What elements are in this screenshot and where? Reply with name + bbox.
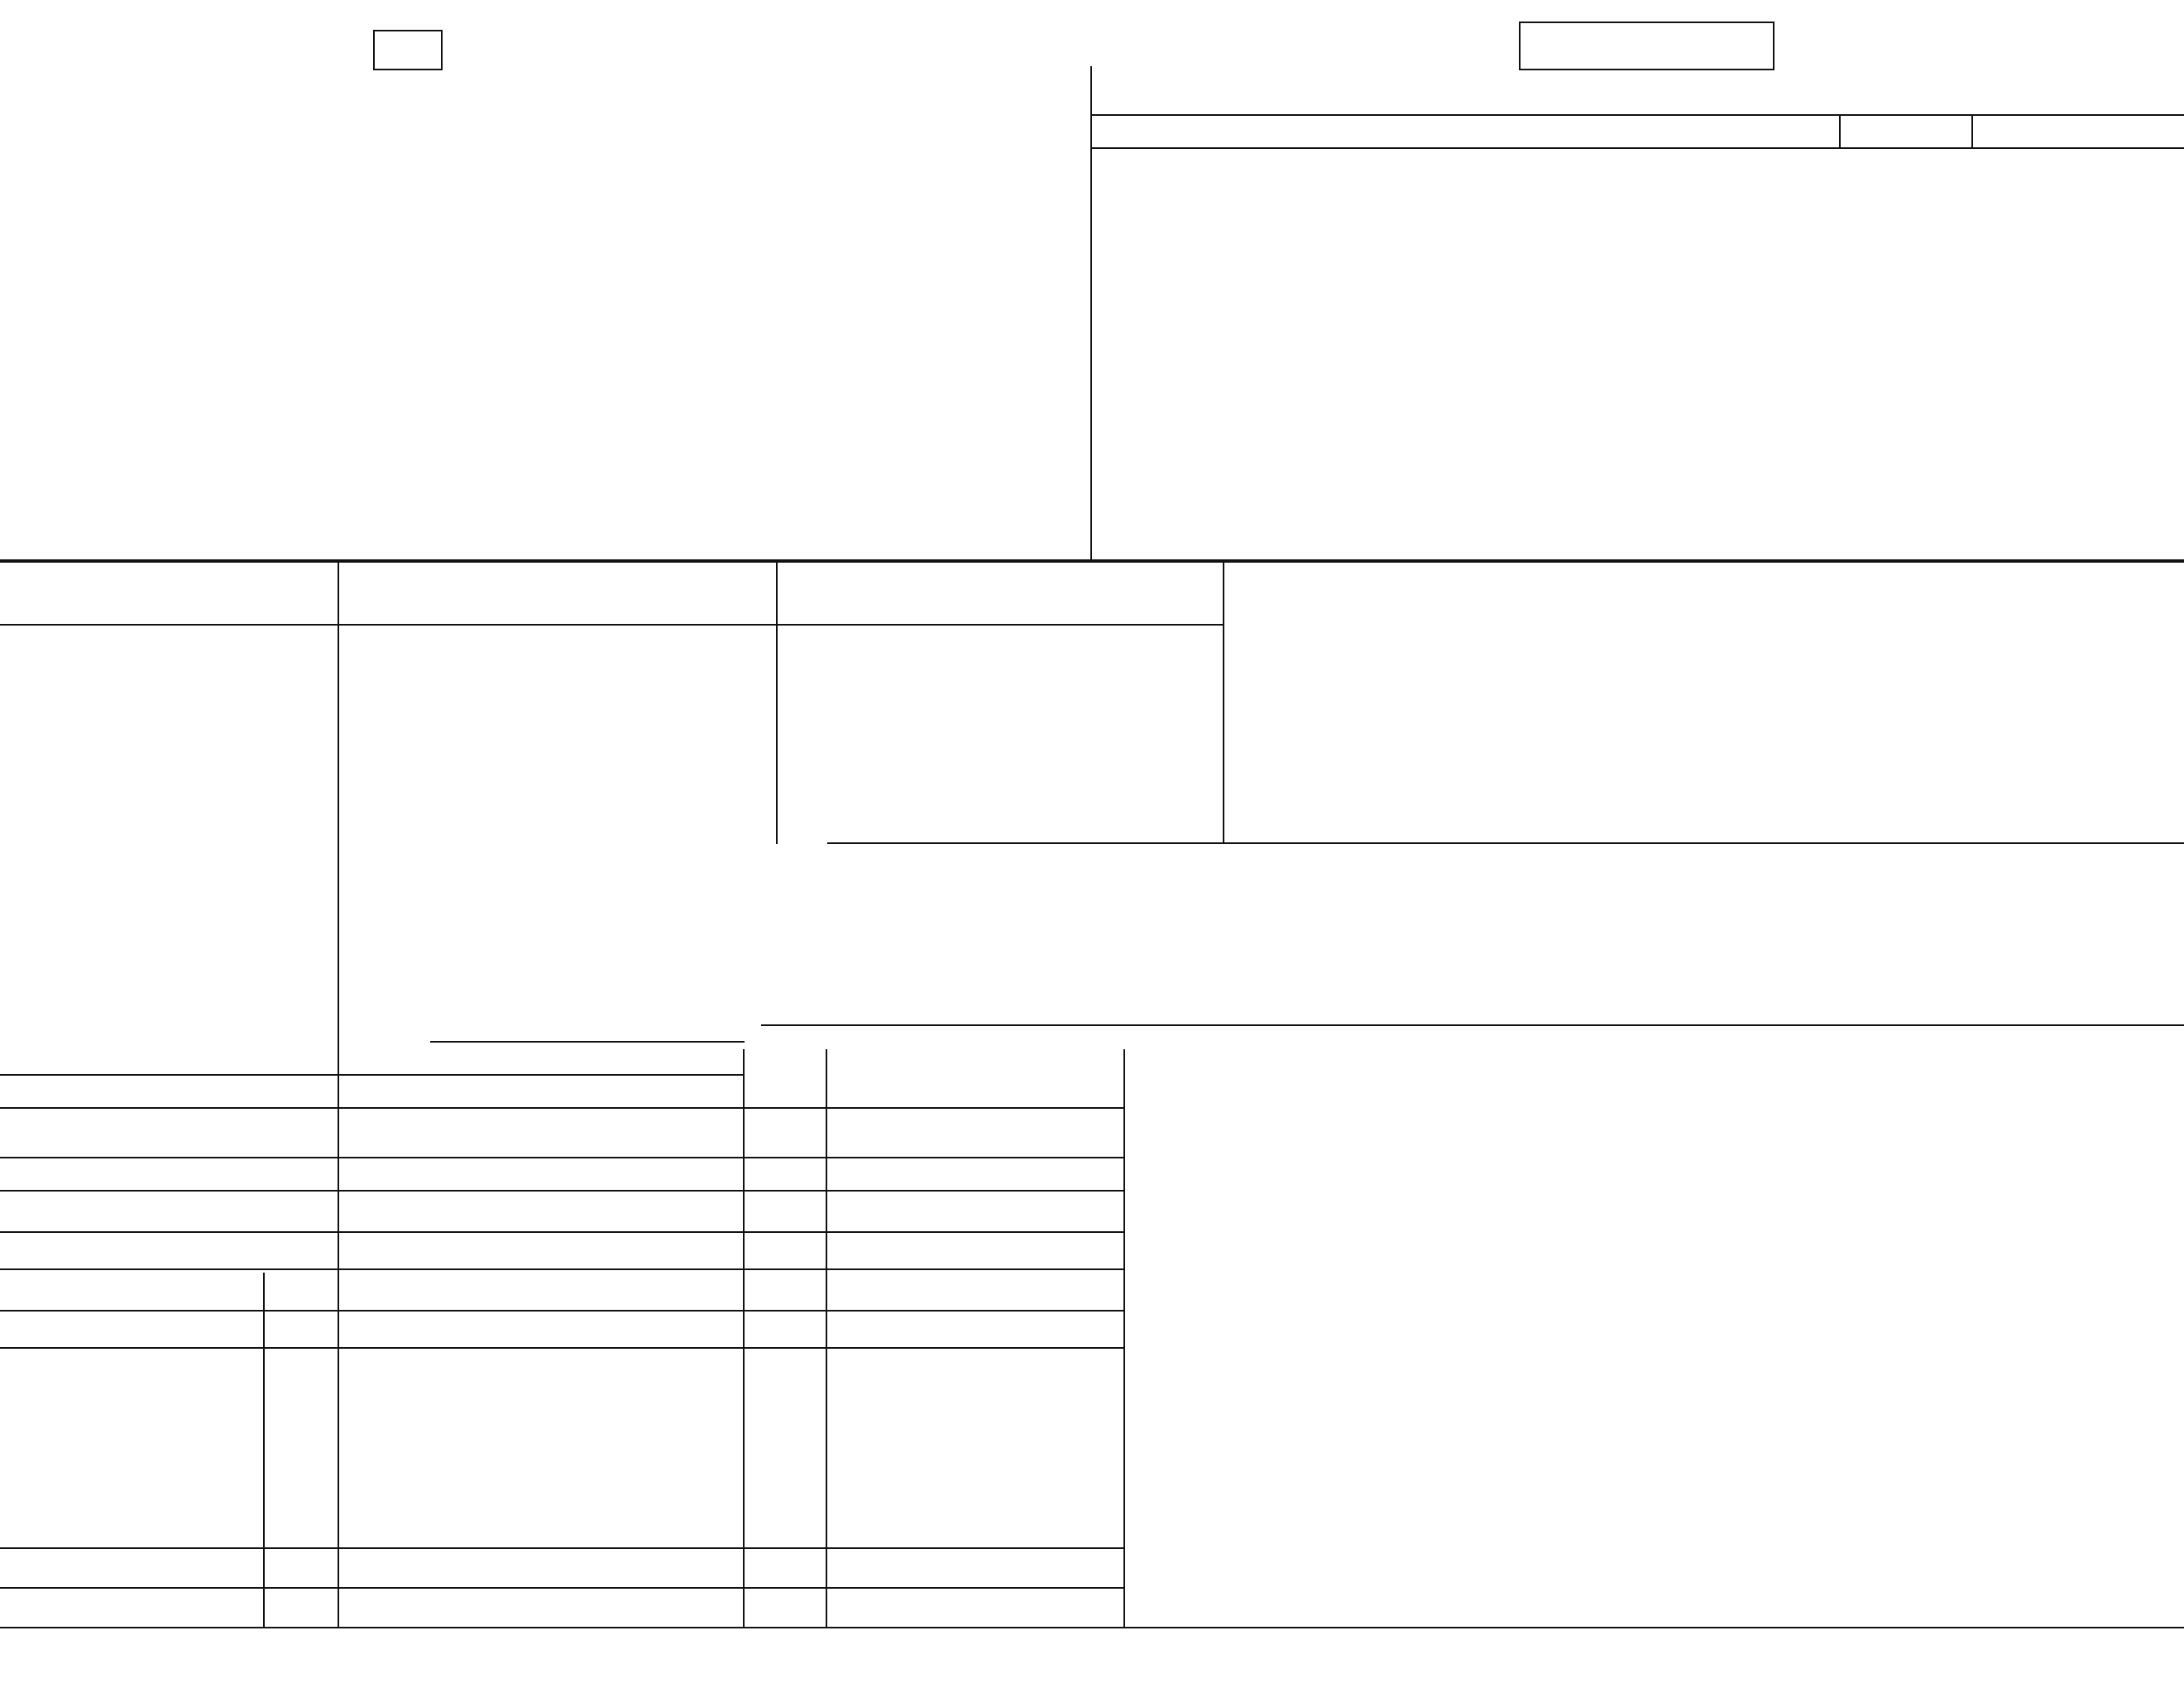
mid-divider [0,559,2184,563]
header-rule [0,1627,2184,1628]
district-box [373,30,443,70]
land-col-divider [263,1273,265,1628]
card-of-box [1519,22,1774,70]
